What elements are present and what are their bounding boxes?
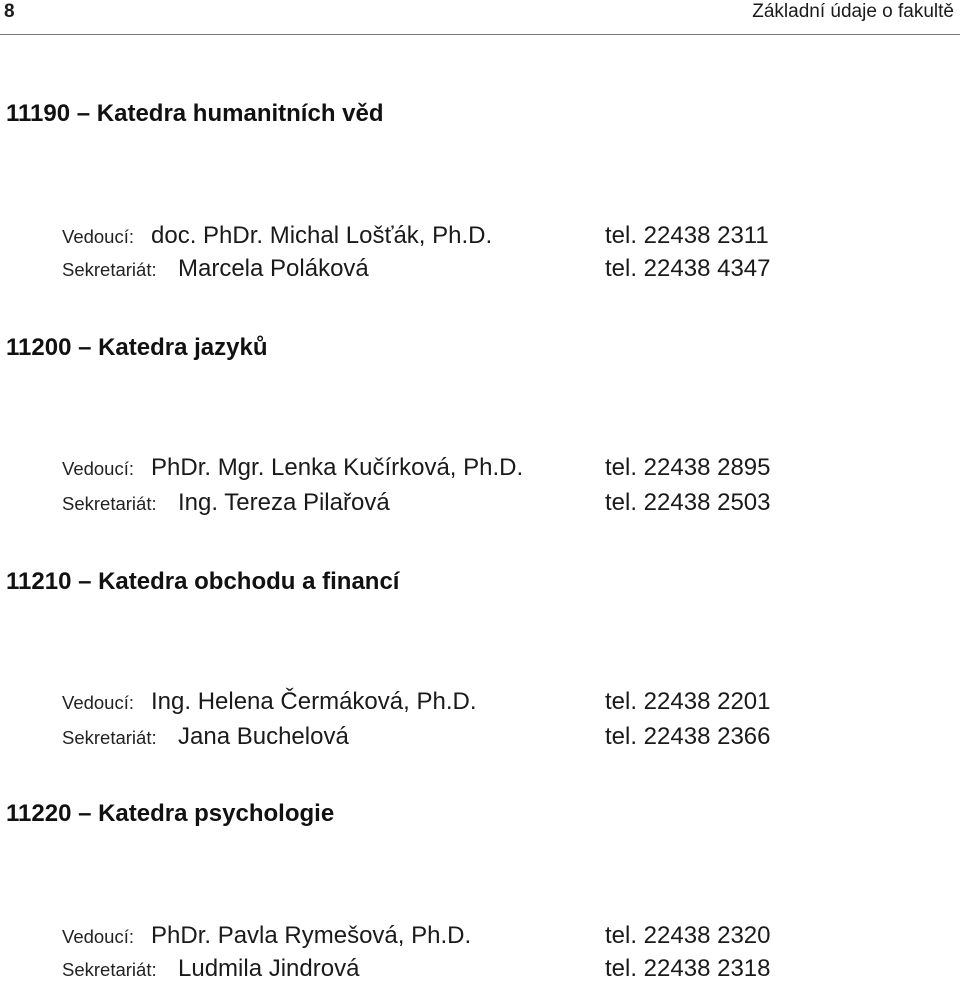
head-phone: tel. 22438 2311 bbox=[605, 222, 769, 249]
head-phone: tel. 22438 2201 bbox=[605, 688, 771, 715]
secretariat-contact-row bbox=[62, 253, 922, 283]
head-contact-row bbox=[62, 686, 922, 716]
secretariat-label: Sekretariát: bbox=[62, 727, 157, 748]
secretariat-label: Sekretariát: bbox=[62, 259, 157, 280]
head-name: PhDr. Pavla Rymešová, Ph.D. bbox=[151, 922, 472, 949]
page-number: 8 bbox=[4, 1, 15, 22]
head-contact-row bbox=[62, 920, 922, 950]
head-label: Vedoucí: bbox=[62, 458, 135, 479]
running-title: Základní údaje o fakultě bbox=[752, 1, 954, 22]
page-header bbox=[0, 0, 960, 35]
head-contact-row bbox=[62, 452, 922, 482]
secretariat-name: Jana Buchelová bbox=[178, 723, 349, 750]
secretariat-label: Sekretariát: bbox=[62, 493, 157, 514]
head-label: Vedoucí: bbox=[62, 226, 135, 247]
department-heading: 11220 – Katedra psychologie bbox=[6, 800, 335, 827]
secretariat-name: Ing. Tereza Pilařová bbox=[178, 489, 390, 516]
secretariat-contact-row bbox=[62, 721, 922, 751]
secretariat-name: Ludmila Jindrová bbox=[178, 955, 360, 982]
department-heading: 11200 – Katedra jazyků bbox=[6, 334, 268, 361]
department-heading: 11210 – Katedra obchodu a financí bbox=[6, 568, 400, 595]
head-phone: tel. 22438 2320 bbox=[605, 922, 771, 949]
head-phone: tel. 22438 2895 bbox=[605, 454, 771, 481]
head-name: PhDr. Mgr. Lenka Kučírková, Ph.D. bbox=[151, 454, 524, 481]
department-heading: 11190 – Katedra humanitních věd bbox=[6, 100, 384, 127]
secretariat-phone: tel. 22438 4347 bbox=[605, 255, 771, 282]
secretariat-phone: tel. 22438 2366 bbox=[605, 723, 771, 750]
head-name: Ing. Helena Čermáková, Ph.D. bbox=[151, 688, 477, 715]
head-label: Vedoucí: bbox=[62, 692, 135, 713]
head-name: doc. PhDr. Michal Lošťák, Ph.D. bbox=[151, 222, 493, 249]
secretariat-name: Marcela Poláková bbox=[178, 255, 369, 282]
secretariat-contact-row bbox=[62, 487, 922, 517]
secretariat-label: Sekretariát: bbox=[62, 959, 157, 980]
head-contact-row bbox=[62, 220, 922, 250]
secretariat-phone: tel. 22438 2503 bbox=[605, 489, 771, 516]
secretariat-phone: tel. 22438 2318 bbox=[605, 955, 771, 982]
secretariat-contact-row bbox=[62, 953, 922, 983]
head-label: Vedoucí: bbox=[62, 926, 135, 947]
